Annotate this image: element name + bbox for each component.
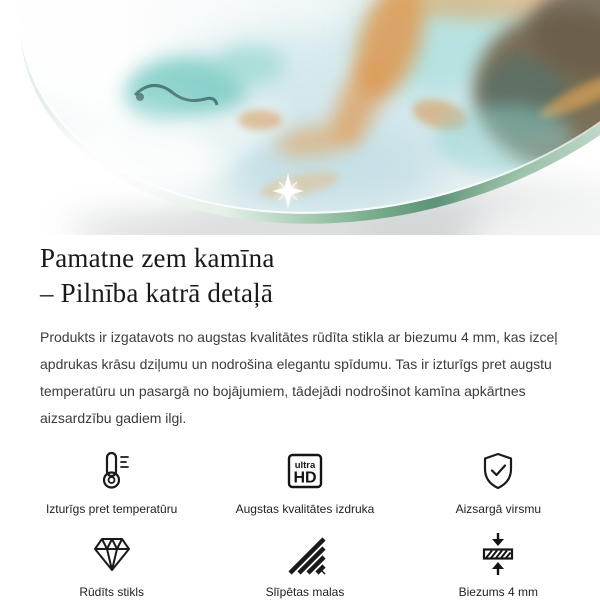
- content-section: [0, 241, 600, 599]
- title-line-1: Pamatne zem kamīna: [40, 243, 275, 273]
- shield-check-icon: [476, 449, 520, 493]
- feature-label: Biezums 4 mm: [458, 585, 538, 600]
- feature-protects-surface: [402, 449, 595, 516]
- feature-beveled-edges: [208, 532, 401, 599]
- diamond-icon: [90, 532, 134, 576]
- ultra-hd-text-bottom: HD: [293, 469, 317, 487]
- glass-panel-illustration: [0, 0, 600, 235]
- feature-label: Augstas kvalitātes izdruka: [235, 502, 375, 517]
- feature-label: Slīpētas malas: [265, 585, 345, 600]
- ultra-hd-text-top: ultra: [294, 460, 316, 472]
- thermometer-icon: [90, 449, 134, 493]
- feature-label: Aizsargā virsmu: [455, 502, 541, 517]
- product-image: [0, 0, 600, 235]
- beveled-edges-icon: [283, 532, 327, 576]
- feature-print-quality: [208, 449, 401, 516]
- feature-thickness: [402, 532, 595, 599]
- feature-temperature: [15, 449, 208, 516]
- feature-label: Rūdīts stikls: [79, 585, 144, 600]
- ultra-hd-icon: [283, 449, 327, 493]
- page-title: [40, 241, 560, 311]
- thickness-icon: [476, 532, 520, 576]
- title-line-2: – Pilnība katrā detaļā: [40, 278, 274, 309]
- features-grid: [15, 449, 595, 599]
- feature-label: Izturīgs pret temperatūru: [45, 502, 178, 517]
- feature-tempered-glass: [15, 532, 208, 599]
- product-description: Produkts ir izgatavots no augstas kvalitātes rūdīta stikla ar biezumu 4 mm, kas izceļ apdrukas krāsu dziļumu un nodrošina elegantu spīdumu. Tas ir izturīgs pret augstu temperatūru un pasargā no bojājumiem, tādejādi nodrošinot kamīna apkārtnes aizsardzību gadiem ilgi.: [40, 329, 558, 427]
